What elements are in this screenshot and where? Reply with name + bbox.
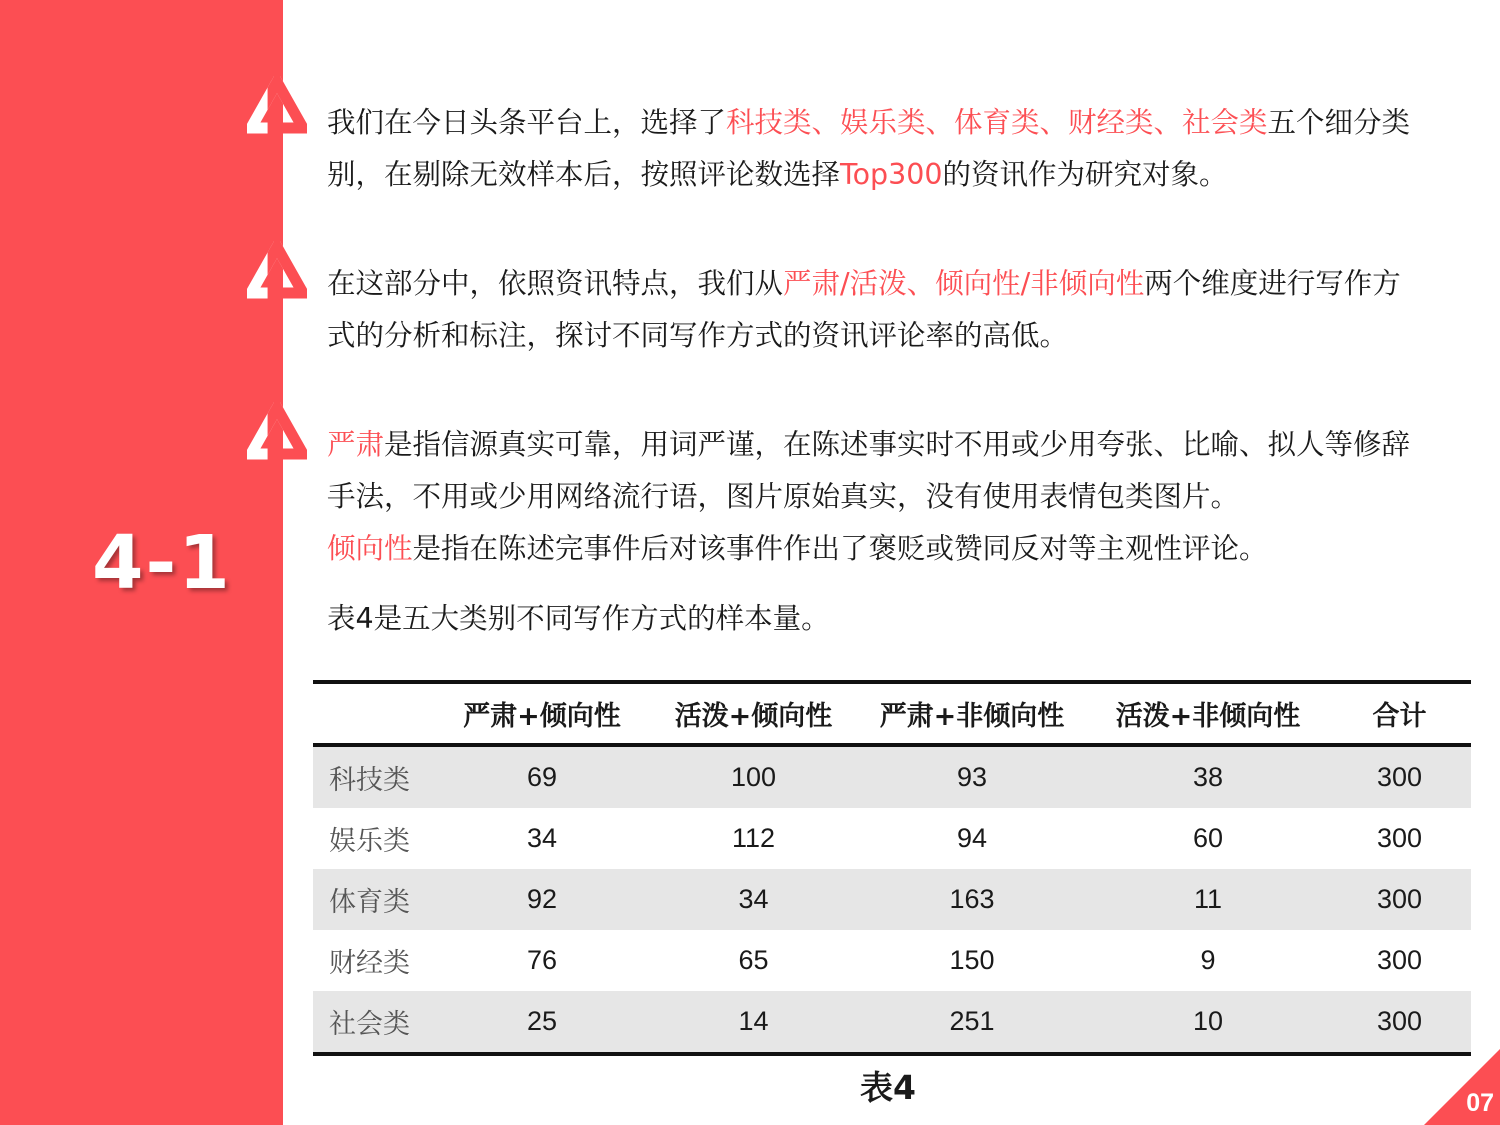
table-cell: 10: [1088, 991, 1328, 1054]
paragraph-line: [327, 97, 1462, 149]
page-number: 07: [1466, 1089, 1494, 1117]
table-header-cell: 活泼+倾向性: [651, 682, 856, 745]
table-row: [313, 930, 1471, 991]
table-cell: 76: [526, 945, 558, 975]
table-cell: 112: [731, 823, 776, 853]
table-header-cell: 活泼+非倾向性: [1088, 682, 1328, 745]
table-cell: 69: [433, 745, 651, 808]
table-header-cell: 严肃+倾向性: [433, 682, 651, 745]
row-category-cell: 财经类: [329, 948, 410, 979]
table-cell: 38: [1088, 745, 1328, 808]
paragraph-definitions: [327, 419, 1462, 575]
paragraph-line: [327, 149, 1462, 201]
paragraph-line: [327, 310, 1462, 362]
paragraph-line: [327, 523, 1462, 575]
table-cell: 300: [1328, 869, 1471, 930]
paragraph-dimensions: [327, 258, 1462, 362]
table-header-cell: [313, 682, 433, 745]
table-row: [313, 745, 1471, 808]
highlighted-text: 科技类、娱乐类、体育类、财经类、社会类: [726, 106, 1268, 139]
row-category-cell: 体育类: [313, 869, 433, 930]
table-cell: 300: [1328, 991, 1471, 1054]
table-cell: 163: [856, 869, 1088, 930]
body-text: 是指在陈述完事件后对该事件作出了褒贬或赞同反对等主观性评论。: [412, 532, 1268, 565]
table-cell: 150: [949, 945, 995, 975]
triangle-bullet-icon: [247, 241, 307, 299]
triangle-bullet-icon: [247, 402, 307, 460]
table-cell: 93: [856, 745, 1088, 808]
body-text: 手法，不用或少用网络流行语，图片原始真实，没有使用表情包类图片。: [327, 480, 1240, 513]
table-cell: 14: [651, 991, 856, 1054]
table-cell: 92: [433, 869, 651, 930]
table-cell: 60: [1192, 823, 1224, 853]
body-text: 是指信源真实可靠，用词严谨，在陈述事实时不用或少用夸张、比喻、拟人等修辞: [384, 428, 1411, 461]
table-header-cell: 合计: [1328, 682, 1471, 745]
paragraph-line: [327, 258, 1462, 310]
table-cell: 9: [1200, 945, 1216, 975]
table-intro: 表4是五大类别不同写作方式的样本量。: [327, 602, 830, 635]
table-cell: 11: [1088, 869, 1328, 930]
paragraph-line: [327, 419, 1462, 471]
table-header-cell: 严肃+非倾向性: [856, 682, 1088, 745]
body-text: 五个细分类: [1267, 106, 1411, 139]
table-cell: 300: [1376, 945, 1423, 975]
paragraph-sample-selection: [327, 97, 1462, 201]
row-category-cell: 社会类: [313, 991, 433, 1054]
body-text: 两个维度进行写作方: [1144, 267, 1401, 300]
paragraph-line: [327, 471, 1462, 523]
table-cell: 25: [433, 991, 651, 1054]
body-text: 我们在今日头条平台上，选择了: [327, 106, 727, 139]
table-row: [313, 991, 1471, 1054]
table-caption: 表4: [860, 1068, 916, 1107]
body-text: 式的分析和标注，探讨不同写作方式的资讯评论率的高低。: [327, 319, 1069, 352]
table-cell: 300: [1376, 823, 1423, 853]
body-text: 别，在剔除无效样本后，按照评论数选择: [327, 158, 841, 191]
table-cell: 94: [956, 823, 988, 853]
table-cell: 34: [526, 823, 558, 853]
table-cell: 100: [651, 745, 856, 808]
table-row: [313, 808, 1471, 869]
table-cell: 65: [738, 945, 769, 975]
body-text: 在这部分中，依照资讯特点，我们从: [327, 267, 784, 300]
triangle-bullet-icon: [247, 76, 307, 134]
highlighted-text: 倾向性: [327, 532, 413, 565]
table-cell: 300: [1328, 745, 1471, 808]
table-cell: 251: [856, 991, 1088, 1054]
sample-size-table: [313, 680, 1471, 1056]
highlighted-text: 严肃: [327, 428, 385, 461]
highlighted-text: Top300: [840, 158, 943, 191]
row-category-cell: 科技类: [313, 745, 433, 808]
row-category-cell: 娱乐类: [329, 826, 410, 857]
table-cell: 34: [651, 869, 856, 930]
table-row: [313, 869, 1471, 930]
body-text: 的资讯作为研究对象。: [942, 158, 1228, 191]
highlighted-text: 严肃/活泼、倾向性/非倾向性: [783, 267, 1145, 300]
table-header-row: [313, 682, 1471, 745]
section-number: 4-1: [92, 520, 232, 606]
